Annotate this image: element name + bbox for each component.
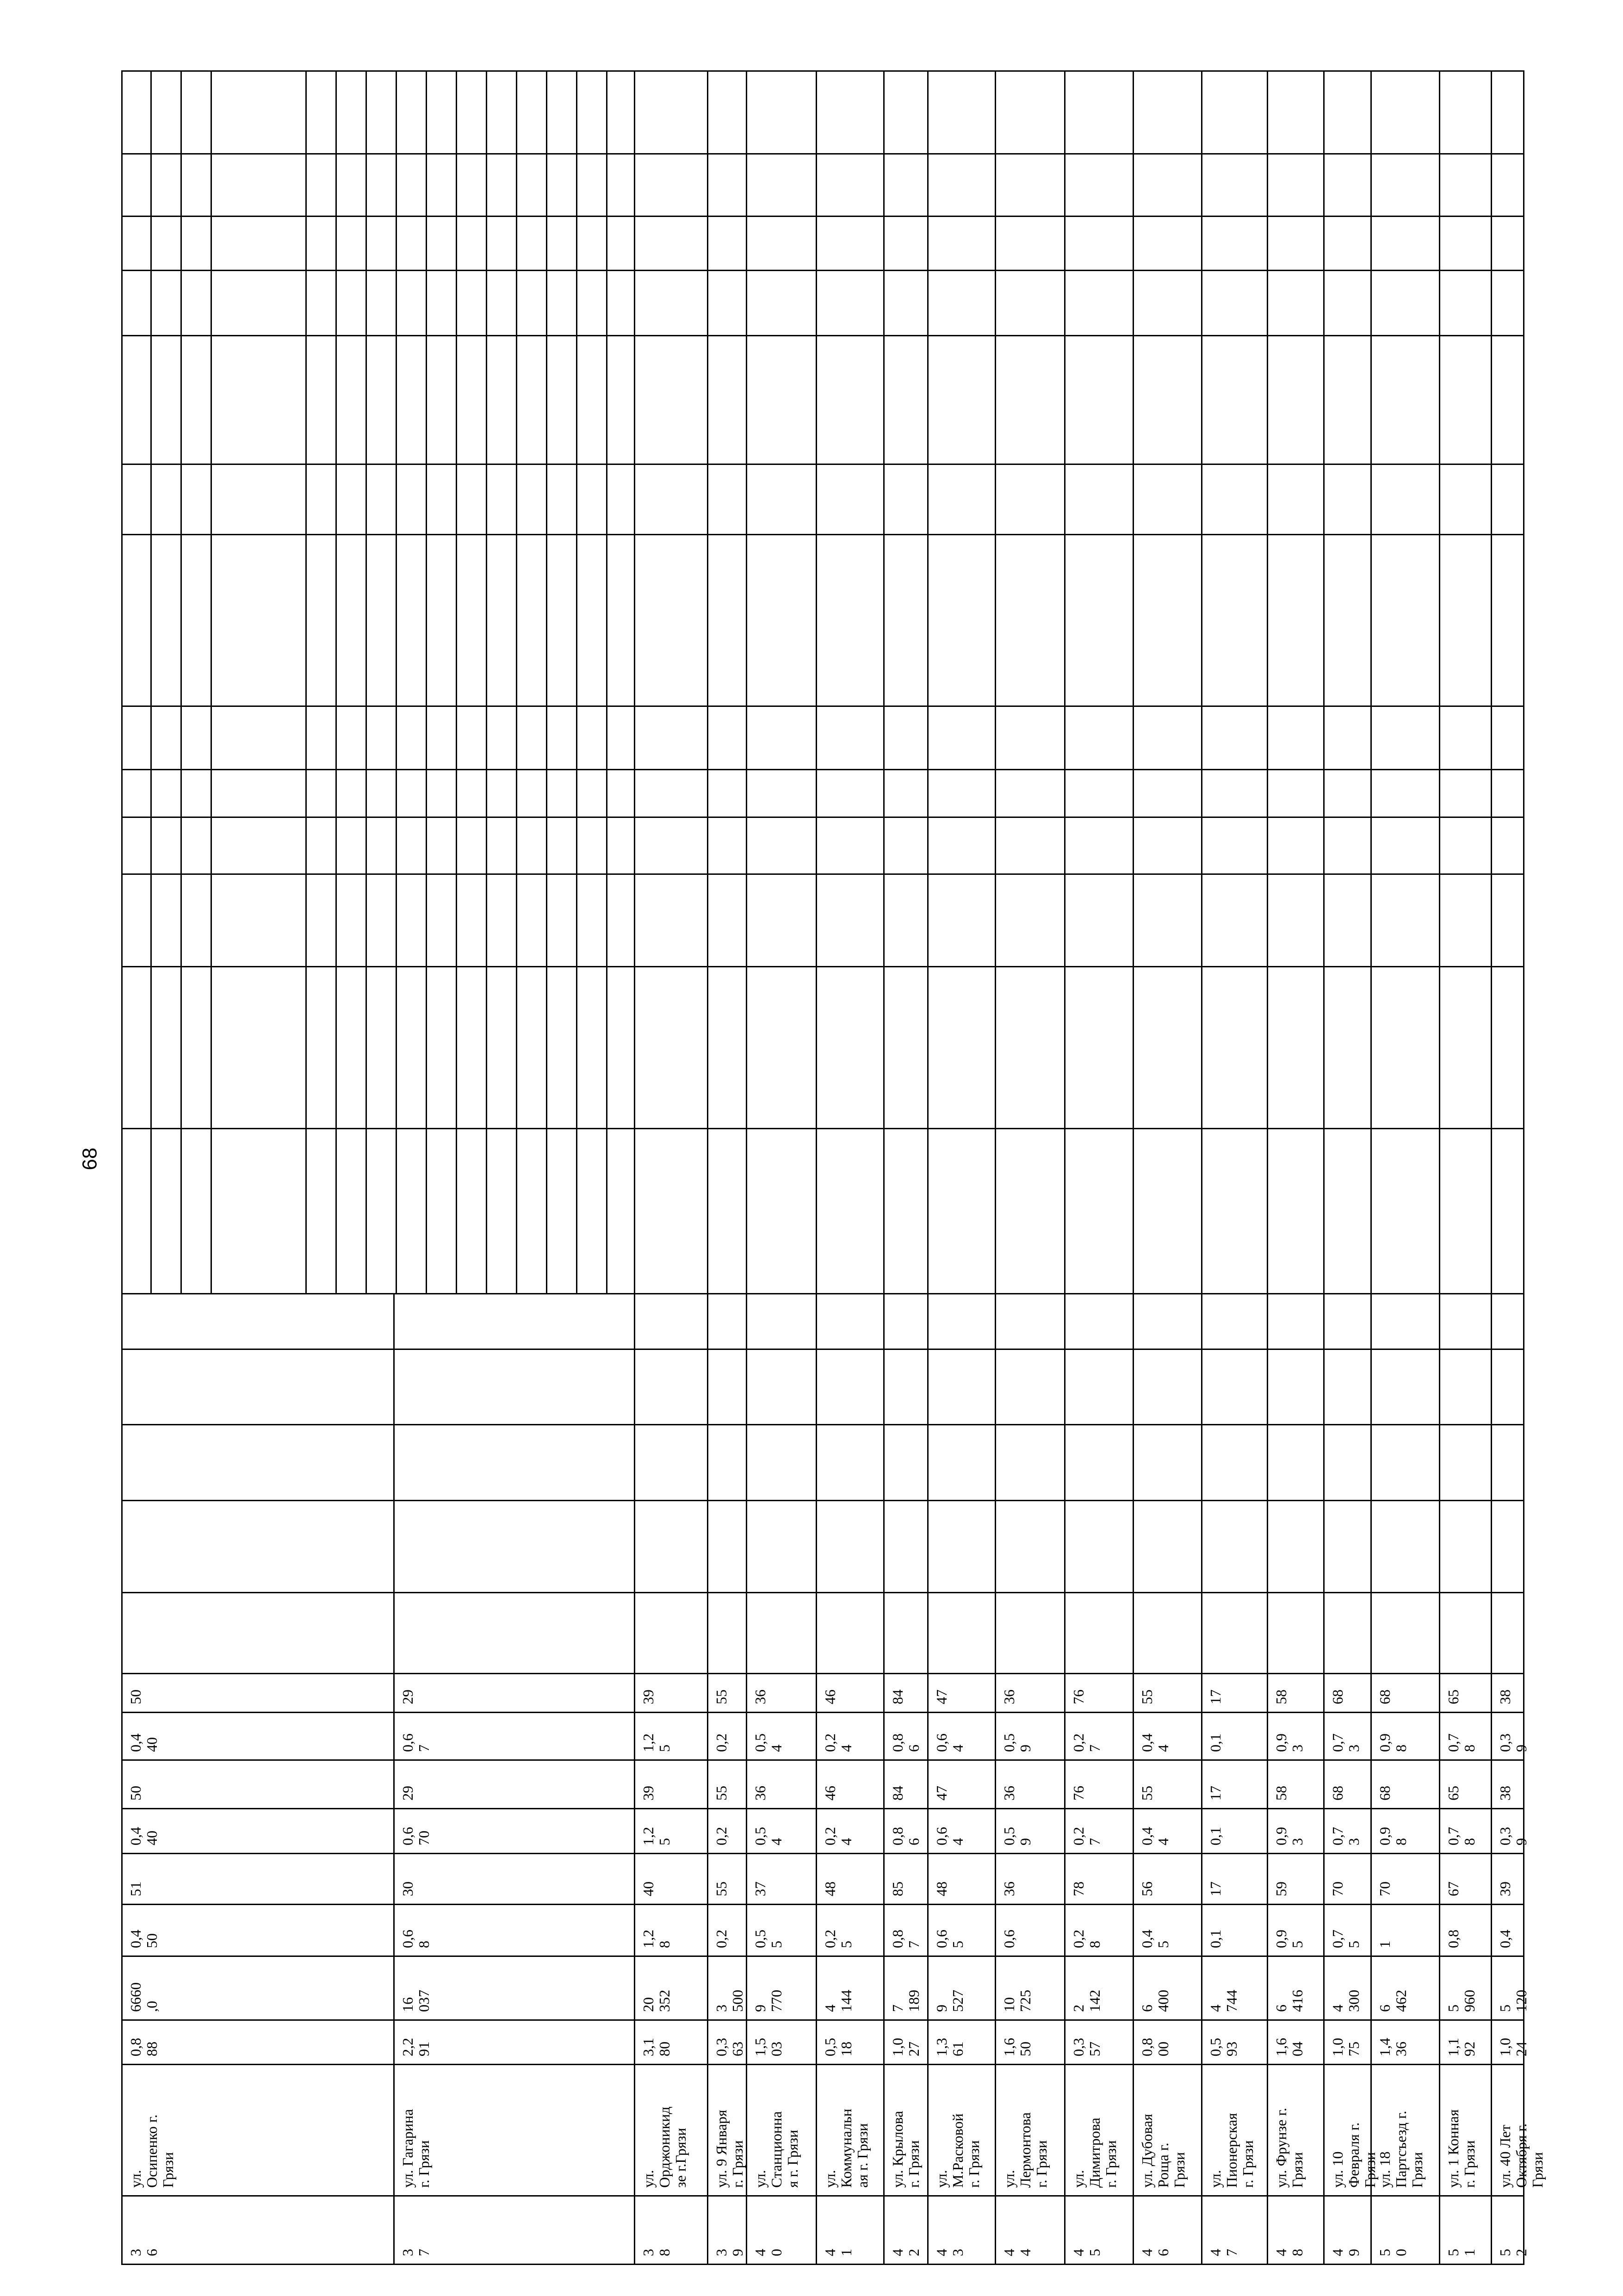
- grid-divider: [516, 70, 517, 1293]
- cell-v5: 0,4 40: [127, 1827, 160, 1845]
- grid-divider: [121, 270, 1523, 271]
- row-divider: [1201, 1293, 1202, 2264]
- cell-num: 5 0: [1376, 2249, 1409, 2256]
- row-divider: [1064, 1293, 1065, 2264]
- grid-divider: [121, 817, 1523, 818]
- cell-v5: 0,1: [1207, 1827, 1224, 1845]
- row-divider: [1523, 1293, 1524, 2264]
- cell-num: 4 6: [1139, 2249, 1171, 2256]
- cell-v8: 58: [1273, 1690, 1289, 1704]
- grid-divider: [121, 769, 1523, 770]
- cell-v6: 36: [752, 1786, 768, 1801]
- column-divider: [121, 1956, 1523, 1957]
- grid-divider: [546, 70, 547, 1293]
- cell-v8: 17: [1207, 1690, 1224, 1704]
- grid-divider: [606, 70, 607, 1293]
- cell-v2: 16 037: [399, 1990, 432, 2012]
- grid-divider: [1491, 70, 1492, 1293]
- column-divider: [121, 1500, 1523, 1501]
- cell-v4: 59: [1273, 1881, 1289, 1896]
- cell-v4: 56: [1139, 1881, 1155, 1896]
- cell-v8: 65: [1445, 1690, 1462, 1704]
- cell-v8: 68: [1329, 1690, 1346, 1704]
- row-divider: [746, 1293, 747, 2264]
- cell-v1: 1,0 24: [1497, 2038, 1530, 2056]
- cell-v3: 0,2 8: [1070, 1930, 1103, 1948]
- cell-street: ул. Гагарина г. Грязи: [399, 2109, 432, 2188]
- cell-v8: 46: [822, 1690, 838, 1704]
- cell-v5: 0,9 8: [1376, 1827, 1409, 1845]
- cell-street: ул. Лермонтова г. Грязи: [1001, 2112, 1050, 2188]
- grid-divider: [121, 706, 1523, 707]
- cell-street: ул. Дубовая Роща г. Грязи: [1139, 2114, 1188, 2188]
- cell-v6: 46: [822, 1786, 838, 1801]
- cell-v5: 0,2 7: [1070, 1827, 1103, 1845]
- cell-v6: 17: [1207, 1786, 1224, 1801]
- cell-v6: 29: [399, 1786, 416, 1801]
- grid-divider: [426, 70, 427, 1293]
- cell-v1: 3,1 80: [640, 2038, 673, 2056]
- cell-num: 4 8: [1273, 2249, 1306, 2256]
- row-divider: [634, 1293, 635, 2264]
- cell-v6: 50: [127, 1786, 144, 1801]
- cell-v7: 0,2 4: [822, 1733, 855, 1752]
- column-divider: [121, 2064, 1523, 2065]
- row-divider: [121, 1293, 123, 2264]
- grid-divider: [121, 70, 1523, 72]
- cell-v3: 0,1: [1207, 1930, 1224, 1948]
- row-divider: [1323, 1293, 1325, 2264]
- cell-v3: 0,2 5: [822, 1930, 855, 1948]
- grid-divider: [1370, 70, 1372, 1293]
- cell-num: 5 1: [1445, 2249, 1478, 2256]
- cell-v5: 0,7 3: [1329, 1827, 1362, 1845]
- cell-v5: 0,5 9: [1001, 1827, 1034, 1845]
- grid-divider: [121, 153, 1523, 155]
- column-divider: [121, 1808, 1523, 1809]
- cell-v5: 1,2 5: [640, 1827, 673, 1845]
- cell-v7: 0,5 9: [1001, 1733, 1034, 1752]
- cell-v7: 0,1: [1207, 1733, 1224, 1752]
- grid-divider: [121, 1293, 1523, 1294]
- cell-v6: 55: [713, 1786, 730, 1801]
- cell-v8: 39: [640, 1690, 657, 1704]
- column-divider: [121, 1759, 1523, 1761]
- cell-v2: 4 300: [1329, 1990, 1362, 2012]
- cell-street: ул. Коммунальн ая г. Грязи: [822, 2109, 871, 2188]
- grid-divider: [1439, 70, 1440, 1293]
- grid-divider: [121, 966, 1523, 967]
- grid-divider: [927, 70, 929, 1293]
- cell-street: ул. Станционна я г. Грязи: [752, 2111, 801, 2188]
- grid-divider: [180, 70, 182, 1293]
- cell-v7: 0,7 8: [1445, 1733, 1478, 1752]
- cell-v7: 0,9 8: [1376, 1733, 1409, 1752]
- cell-v4: 30: [399, 1881, 416, 1896]
- cell-v7: 0,8 6: [889, 1733, 922, 1752]
- cell-v7: 1,2 5: [640, 1733, 673, 1752]
- cell-v7: 0,9 3: [1273, 1733, 1306, 1752]
- cell-v1: 1,3 61: [933, 2038, 966, 2056]
- cell-v5: 0,6 70: [399, 1827, 432, 1845]
- cell-v5: 0,2: [713, 1827, 730, 1845]
- grid-divider: [121, 1128, 1523, 1129]
- grid-divider: [746, 70, 747, 1293]
- cell-street: ул. 9 Января г. Грязи: [713, 2110, 746, 2188]
- cell-v7: 0,7 3: [1329, 1733, 1362, 1752]
- row-divider: [883, 1293, 885, 2264]
- cell-v6: 39: [640, 1786, 657, 1801]
- cell-v6: 47: [933, 1786, 950, 1801]
- cell-v4: 78: [1070, 1881, 1087, 1896]
- cell-v4: 70: [1329, 1881, 1346, 1896]
- row-divider: [1491, 1293, 1492, 2264]
- cell-v2: 3 500: [713, 1990, 746, 2012]
- cell-v2: 6660 ,0: [127, 1982, 160, 2012]
- cell-v5: 0,9 3: [1273, 1827, 1306, 1845]
- cell-v2: 6 462: [1376, 1990, 1409, 2012]
- cell-street: ул. Осипенко г. Грязи: [127, 2114, 176, 2188]
- cell-v2: 20 352: [640, 1990, 673, 2012]
- grid-divider: [121, 335, 1523, 336]
- cell-v3: 0,9 5: [1273, 1930, 1306, 1948]
- cell-num: 3 6: [127, 2249, 160, 2256]
- cell-v4: 40: [640, 1881, 657, 1896]
- cell-v7: 0,4 40: [127, 1733, 160, 1752]
- grid-divider: [486, 70, 487, 1293]
- cell-num: 4 0: [752, 2249, 785, 2256]
- row-divider: [1133, 1293, 1134, 2264]
- column-divider: [121, 2264, 1523, 2265]
- cell-street: ул. Димитрова г. Грязи: [1070, 2117, 1119, 2188]
- cell-v2: 2 142: [1070, 1990, 1103, 2012]
- grid-divider: [995, 70, 996, 1293]
- column-divider: [121, 1424, 1523, 1425]
- grid-divider: [396, 70, 397, 1293]
- cell-street: ул. Фрунзе г. Грязи: [1273, 2108, 1306, 2188]
- cell-v1: 0,8 00: [1139, 2038, 1171, 2056]
- grid-divider: [816, 70, 817, 1293]
- grid-divider: [1201, 70, 1202, 1293]
- cell-num: 4 5: [1070, 2249, 1103, 2256]
- cell-v4: 48: [933, 1881, 950, 1896]
- cell-street: ул. 18 Партсъезд г. Грязи: [1376, 2110, 1425, 2188]
- cell-v7: 0,3 9: [1497, 1733, 1530, 1752]
- cell-v2: 9 770: [752, 1990, 785, 2012]
- cell-num: 3 8: [640, 2249, 673, 2256]
- grid-divider: [1267, 70, 1268, 1293]
- cell-v4: 48: [822, 1881, 838, 1896]
- cell-v7: 0,2 7: [1070, 1733, 1103, 1752]
- grid-divider: [456, 70, 457, 1293]
- cell-v1: 1,6 50: [1001, 2038, 1034, 2056]
- cell-v3: 1: [1376, 1941, 1393, 1948]
- cell-v3: 0,4 5: [1139, 1930, 1171, 1948]
- cell-num: 5 2: [1497, 2249, 1530, 2256]
- cell-num: 4 4: [1001, 2249, 1034, 2256]
- cell-v5: 0,7 8: [1445, 1827, 1478, 1845]
- cell-v2: 10 725: [1001, 1990, 1034, 2012]
- grid-divider: [305, 70, 307, 1293]
- grid-divider: [707, 70, 708, 1293]
- cell-v6: 55: [1139, 1786, 1155, 1801]
- grid-divider: [1323, 70, 1325, 1293]
- cell-v1: 0,8 88: [127, 2038, 160, 2056]
- cell-v8: 47: [933, 1690, 950, 1704]
- cell-v5: 0,2 4: [822, 1827, 855, 1845]
- row-divider: [393, 1293, 395, 2264]
- grid-divider: [576, 70, 577, 1293]
- cell-num: 4 9: [1329, 2249, 1362, 2256]
- cell-v1: 0,5 18: [822, 2038, 855, 2056]
- cell-v3: 0,5 5: [752, 1930, 785, 1948]
- cell-v6: 68: [1376, 1786, 1393, 1801]
- cell-v3: 1,2 8: [640, 1930, 673, 1948]
- cell-v1: 1,5 03: [752, 2038, 785, 2056]
- cell-v2: 6 400: [1139, 1990, 1171, 2012]
- cell-v3: 0,8: [1445, 1930, 1462, 1948]
- cell-v8: 38: [1497, 1690, 1513, 1704]
- row-divider: [1439, 1293, 1440, 2264]
- cell-v6: 84: [889, 1786, 906, 1801]
- cell-v1: 0,5 93: [1207, 2038, 1240, 2056]
- grid-divider: [121, 873, 1523, 875]
- cell-v1: 0,3 57: [1070, 2038, 1103, 2056]
- cell-v8: 84: [889, 1690, 906, 1704]
- cell-street: ул. 1 Конная г. Грязи: [1445, 2109, 1478, 2188]
- cell-v8: 55: [713, 1690, 730, 1704]
- cell-v6: 36: [1001, 1786, 1017, 1801]
- cell-num: 3 7: [399, 2249, 432, 2256]
- cell-v5: 0,6 4: [933, 1827, 966, 1845]
- cell-v4: 85: [889, 1881, 906, 1896]
- cell-v7: 0,6 4: [933, 1733, 966, 1752]
- cell-v4: 55: [713, 1881, 730, 1896]
- cell-num: 4 7: [1207, 2249, 1240, 2256]
- grid-divider: [365, 70, 367, 1293]
- cell-street: ул. Крылова г. Грязи: [889, 2110, 922, 2188]
- cell-v3: 0,6 5: [933, 1930, 966, 1948]
- cell-v8: 68: [1376, 1690, 1393, 1704]
- cell-v1: 1,1 92: [1445, 2038, 1478, 2056]
- cell-street: ул. Орджоникид зе г.Грязи: [640, 2106, 689, 2188]
- cell-street: ул. 40 Лет Октября г. Грязи: [1497, 2123, 1546, 2188]
- cell-v8: 29: [399, 1690, 416, 1704]
- cell-num: 3 9: [713, 2249, 746, 2256]
- column-divider: [121, 2195, 1523, 2197]
- grid-divider: [335, 70, 337, 1293]
- row-divider: [707, 1293, 708, 2264]
- cell-v1: 1,6 04: [1273, 2038, 1306, 2056]
- row-divider: [1370, 1293, 1372, 2264]
- column-divider: [121, 1592, 1523, 1593]
- cell-street: ул. 10 Февраля г. Грязи: [1329, 2122, 1378, 2188]
- cell-v8: 76: [1070, 1690, 1087, 1704]
- cell-v4: 51: [127, 1881, 144, 1896]
- cell-v1: 1,4 36: [1376, 2038, 1409, 2056]
- cell-v5: 0,3 9: [1497, 1827, 1530, 1845]
- cell-v3: 0,4: [1497, 1930, 1513, 1948]
- cell-v3: 0,8 7: [889, 1930, 922, 1948]
- grid-divider: [121, 464, 1523, 465]
- cell-v2: 5 960: [1445, 1990, 1478, 2012]
- row-divider: [816, 1293, 817, 2264]
- grid-divider: [150, 70, 152, 1293]
- cell-v2: 6 416: [1273, 1990, 1306, 2012]
- cell-v7: 0,2: [713, 1733, 730, 1752]
- cell-v6: 38: [1497, 1786, 1513, 1801]
- cell-v4: 70: [1376, 1881, 1393, 1896]
- cell-v7: 0,6 7: [399, 1733, 432, 1752]
- cell-v3: 0,2: [713, 1930, 730, 1948]
- cell-v4: 37: [752, 1881, 768, 1896]
- cell-v6: 65: [1445, 1786, 1462, 1801]
- cell-num: 4 1: [822, 2249, 855, 2256]
- column-divider: [121, 1712, 1523, 1713]
- cell-v3: 0,7 5: [1329, 1930, 1362, 1948]
- cell-v1: 1,0 27: [889, 2038, 922, 2056]
- cell-street: ул. М.Расковой г. Грязи: [933, 2113, 982, 2188]
- cell-v4: 17: [1207, 1881, 1224, 1896]
- cell-v6: 58: [1273, 1786, 1289, 1801]
- cell-v6: 68: [1329, 1786, 1346, 1801]
- cell-v4: 67: [1445, 1881, 1462, 1896]
- cell-v1: 2,2 91: [399, 2038, 432, 2056]
- grid-divider: [634, 70, 635, 1293]
- column-divider: [121, 1904, 1523, 1905]
- column-divider: [121, 2019, 1523, 2021]
- grid-divider: [121, 534, 1523, 535]
- cell-v1: 0,3 63: [713, 2038, 746, 2056]
- cell-v2: 4 744: [1207, 1990, 1240, 2012]
- cell-v2: 9 527: [933, 1990, 966, 2012]
- column-divider: [121, 1853, 1523, 1854]
- cell-v8: 36: [752, 1690, 768, 1704]
- cell-v5: 0,5 4: [752, 1827, 785, 1845]
- row-divider: [927, 1293, 929, 2264]
- column-divider: [121, 1673, 1523, 1674]
- grid-divider: [1133, 70, 1134, 1293]
- cell-v7: 0,4 4: [1139, 1733, 1171, 1752]
- cell-v1: 1,0 75: [1329, 2038, 1362, 2056]
- grid-divider: [121, 216, 1523, 217]
- page-number: 68: [78, 1147, 101, 1170]
- cell-v4: 36: [1001, 1881, 1017, 1896]
- cell-v8: 36: [1001, 1690, 1017, 1704]
- grid-divider: [883, 70, 885, 1293]
- cell-v5: 0,8 6: [889, 1827, 922, 1845]
- cell-v2: 4 144: [822, 1990, 855, 2012]
- grid-divider: [211, 70, 212, 1293]
- grid-divider: [1064, 70, 1065, 1293]
- cell-v3: 0,4 50: [127, 1930, 160, 1948]
- cell-num: 4 3: [933, 2249, 966, 2256]
- cell-num: 4 2: [889, 2249, 922, 2256]
- row-divider: [995, 1293, 996, 2264]
- cell-street: ул. Пионерская г. Грязи: [1207, 2113, 1256, 2188]
- cell-v3: 0,6 8: [399, 1930, 432, 1948]
- cell-v2: 7 189: [889, 1990, 922, 2012]
- cell-v6: 76: [1070, 1786, 1087, 1801]
- cell-v5: 0,4 4: [1139, 1827, 1171, 1845]
- row-divider: [1267, 1293, 1268, 2264]
- cell-v8: 50: [127, 1690, 144, 1704]
- cell-v3: 0,6: [1001, 1930, 1017, 1948]
- column-divider: [121, 1349, 1523, 1350]
- cell-v4: 39: [1497, 1881, 1513, 1896]
- cell-v2: 5 120: [1497, 1990, 1530, 2012]
- cell-v8: 55: [1139, 1690, 1155, 1704]
- cell-v7: 0,5 4: [752, 1733, 785, 1752]
